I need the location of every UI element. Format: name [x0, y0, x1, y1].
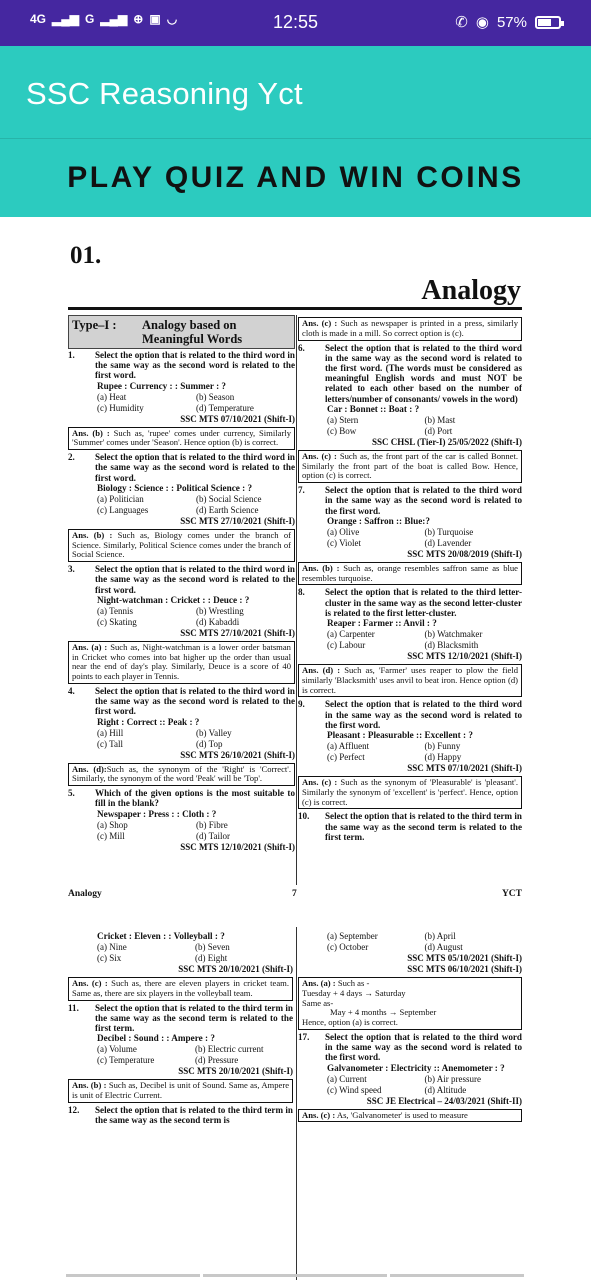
question-number: 4.: [68, 686, 75, 696]
question-number: 3.: [68, 564, 75, 575]
exam-reference: SSC MTS 12/10/2021 (Shift-I): [407, 651, 522, 662]
answer-line: May + 4 months → September: [330, 1007, 437, 1018]
exam-reference: SSC MTS 27/10/2021 (Shift-I): [180, 515, 295, 526]
answer-box: [298, 317, 522, 341]
question-pair: Cricket : Eleven : : Volleyball : ?: [97, 931, 225, 941]
question-text: Select the option that is related to the third word in the same way as the second word is related to the first word.: [325, 699, 522, 730]
answer-box: [68, 427, 295, 451]
exam-reference: SSC MTS 26/10/2021 (Shift-I): [180, 749, 295, 760]
quiz-banner-label: PLAY QUIZ AND WIN COINS: [67, 161, 524, 194]
option-item: (a) Carpenter: [327, 629, 375, 640]
question-number: 5.: [68, 788, 75, 799]
option-item: (d) Tailor: [196, 830, 230, 841]
option-item: (a) Nine: [97, 942, 127, 952]
battery-icon: [535, 16, 561, 29]
question: [298, 485, 522, 516]
question-text: Select the option that is related to the third word in the same way as the second word is related to the first word.: [95, 452, 295, 483]
question-pair: Car : Bonnet :: Boat : ?: [327, 403, 420, 414]
question-text: Select the option that is related to the third word in the same way as the second word is related to the first word.: [325, 485, 522, 516]
exam-reference: SSC MTS 20/10/2021 (Shift-I): [178, 964, 293, 974]
option-item: (d) August: [424, 942, 463, 952]
answer-label: Ans. (b) :: [72, 529, 113, 540]
option-item: (c) Mill: [97, 830, 125, 841]
chapter-number: 01.: [70, 242, 102, 269]
answer-box: [298, 1109, 522, 1123]
option-item: (d) Top: [196, 738, 223, 749]
answer-box: [68, 1079, 293, 1103]
options-list: [68, 1044, 293, 1066]
options-list: [298, 629, 522, 651]
exam-reference: SSC MTS 20/10/2021 (Shift-I): [178, 1066, 293, 1077]
question: [68, 1105, 293, 1125]
option-item: (c) October: [327, 942, 369, 952]
status-bar: [0, 0, 591, 46]
option-item: (d) Altitude: [424, 1084, 467, 1095]
question-pair: Galvanometer : Electricity :: Anemometer : ?: [327, 1062, 505, 1073]
question-text: Select the option that is related to the third term in the same way as the second term is related to the first term.: [95, 1002, 293, 1033]
answer-text: Such as, Decibel is unit of Sound. Same as, Ampere is unit of Electric Current.: [72, 1080, 290, 1100]
answer-text: Such as, 'rupee' comes under currency, Similarly 'Summer' comes under 'Season'. Hence option (b) is correct.: [72, 427, 292, 448]
exam-reference: SSC JE Electrical – 24/03/2021 (Shift-II): [366, 1095, 522, 1106]
option-item: (b) Valley: [196, 727, 232, 738]
options-list: [68, 392, 295, 414]
answer-text: Such as, the synonym of the 'Right' is 'Correct'. Similarly, the synonym of the word 'Peak' will be 'Top'.: [72, 763, 292, 784]
option-item: (d) Kabaddi: [196, 616, 240, 627]
option-item: (d) Eight: [195, 953, 228, 963]
question-number: 12.: [68, 1104, 80, 1115]
option-item: (b) Electric current: [195, 1044, 264, 1055]
option-item: (b) Mast: [424, 414, 456, 425]
answer-text: Such as, Night-watchman is a lower order batsman in Cricket who comes into bat higher up the order than usual near the end of day's play. Similarly, Deuce is a score of 40 points to each player in Tennis.: [72, 641, 291, 682]
answer-box: [298, 977, 522, 1030]
answer-text: Such as -: [335, 978, 370, 988]
question-text: Select the option that is related to the third word in the same way as the second word is related to the first word.: [95, 686, 295, 717]
option-item: (a) Stern: [327, 414, 359, 425]
option-item: (b) Social Science: [196, 493, 262, 504]
answer-box: [298, 664, 522, 697]
chapter-topic: Analogy: [421, 275, 521, 306]
option-item: (b) Watchmaker: [424, 629, 483, 640]
option-item: (c) Violet: [327, 537, 362, 548]
answer-line: Hence, option (a) is correct.: [302, 1017, 398, 1028]
question-pair: Pleasant : Pleasurable :: Excellent : ?: [327, 730, 473, 741]
exam-reference: SSC MTS 07/10/2021 (Shift-I): [180, 413, 295, 424]
answer-label: Ans. (b) :: [72, 427, 110, 438]
question-number: 7.: [298, 485, 305, 496]
topic-rule: [68, 307, 522, 310]
answer-text: Such as, 'Farmer' uses reaper to plow the field similarly 'Blacksmith' uses anvil to beat iron. Hence option (d) is correct.: [302, 665, 518, 695]
option-item: (a) Heat: [97, 391, 127, 402]
question-pair: Reaper : Farmer :: Anvil : ?: [327, 618, 437, 629]
answer-text: Such as, the front part of the car is called Bonnet. Similarly the front part of the boat is called Bow. Hence, option (c) is correct.: [302, 450, 518, 481]
option-item: (b) Funny: [424, 741, 461, 752]
answer-box: [298, 562, 522, 586]
option-item: (d) Happy: [424, 752, 462, 763]
answer-label: Ans. (a) :: [302, 978, 336, 988]
question-pair: Night-watchman : Cricket : : Deuce : ?: [97, 594, 250, 605]
option-item: (c) Six: [97, 953, 122, 963]
question-number: 1.: [68, 350, 75, 360]
answer-box: [68, 763, 295, 787]
battery-percent: 57%: [496, 13, 527, 31]
call-icon: ✆: [455, 14, 468, 31]
answer-line: Same as-: [302, 997, 334, 1008]
option-item: (c) Skating: [97, 616, 137, 627]
option-item: (b) Air pressure: [424, 1073, 481, 1084]
answer-text: Such as, Biology comes under the branch of Science. Similarly, Political Science comes under the branch of Social Science.: [72, 529, 292, 560]
exam-reference: SSC MTS 05/10/2021 (Shift-I): [407, 953, 522, 963]
footer-right: YCT: [501, 889, 522, 899]
column-divider-2: [296, 927, 297, 1280]
option-item: (b) Wrestling: [196, 605, 244, 616]
page-indicator-3: [390, 1274, 524, 1277]
option-item: (c) Labour: [327, 640, 366, 651]
question: [68, 686, 295, 717]
option-item: (b) April: [424, 931, 456, 941]
answer-text: Such as, orange resembles saffron same as blue resembles turquoise.: [302, 562, 518, 583]
question: [68, 350, 295, 381]
answer-line: Tuesday + 4 days → Saturday: [302, 987, 406, 998]
answer-label: Ans. (a) :: [72, 641, 108, 652]
answer-label: Ans. (c) :: [302, 450, 337, 461]
option-item: (c) Temperature: [97, 1055, 155, 1066]
options-list: [298, 1074, 522, 1096]
question-text: Which of the given options is the most suitable to fill in the blank?: [95, 788, 295, 809]
answer-box: [68, 529, 295, 562]
options-list: [68, 820, 295, 842]
page-indicator-1: [66, 1274, 200, 1277]
page2-right-column: [298, 931, 522, 1277]
option-item: (c) Tall: [97, 738, 123, 749]
question-text: Select the option that is related to the third word in the same way as the second word is related to the first word.: [95, 564, 295, 595]
option-item: (a) Politician: [97, 493, 144, 504]
question: [68, 1003, 293, 1034]
options-list: [298, 527, 522, 549]
question-number: 11.: [68, 1002, 79, 1013]
footer-page: 7: [292, 889, 297, 899]
answer-label: Ans. (c) :: [72, 978, 108, 988]
question-pair: Newspaper : Press : : Cloth : ?: [97, 808, 217, 819]
answer-text: As, 'Galvanometer' is used to measure: [335, 1109, 468, 1120]
question-text: Select the option that is related to the third word in the same way as the second word is related to the first word.: [325, 1031, 522, 1063]
answer-box: [68, 641, 295, 684]
question-pair: Rupee : Currency : : Summer : ?: [97, 380, 227, 391]
network-type-label: 4G: [30, 12, 47, 26]
footer-left: Analogy: [68, 889, 102, 899]
question-number: 2.: [68, 452, 75, 463]
option-item: (c) Wind speed: [327, 1084, 382, 1095]
question-pair: Right : Correct :: Peak : ?: [97, 716, 200, 727]
options-list: [68, 494, 295, 516]
option-item: (a) Tennis: [97, 605, 133, 616]
option-item: (a) Olive: [327, 526, 360, 537]
option-item: (d) Pressure: [195, 1055, 239, 1066]
option-item: (b) Season: [196, 391, 235, 402]
app-title: SSC Reasoning Yct: [26, 76, 303, 111]
option-item: (d) Earth Science: [196, 504, 259, 515]
options-list: [298, 415, 522, 437]
answer-label: Ans. (d):: [72, 763, 107, 774]
exam-reference: SSC CHSL (Tier-I) 25/05/2022 (Shift-I): [371, 436, 522, 447]
option-item: (d) Blacksmith: [424, 640, 479, 651]
column-divider: [296, 315, 297, 885]
signal-icon-2: ▂▄▆: [100, 12, 128, 26]
option-item: (c) Bow: [327, 425, 357, 436]
question: [298, 1032, 522, 1063]
quiz-banner[interactable]: [0, 138, 591, 217]
answer-box: [68, 977, 293, 1001]
option-item: (a) Hill: [97, 727, 124, 738]
answer-label: Ans. (d) :: [302, 665, 341, 676]
app-notification-icon: ⊕: [133, 12, 144, 26]
option-item: (d) Temperature: [196, 402, 254, 413]
options-list: [298, 931, 522, 953]
left-column: [68, 315, 295, 887]
exam-reference: SSC MTS 12/10/2021 (Shift-I): [180, 841, 295, 852]
question-text: Select the option that is related to the third letter-cluster in the same way as the second letter-cluster is related to the first letter-cluster.: [325, 587, 522, 618]
option-item: (a) Current: [327, 1073, 367, 1084]
question: [68, 788, 295, 808]
answer-text: Such as the synonym of 'Pleasurable' is 'pleasant'. Similarly the synonym of 'excellent' is 'perfect'. Hence, option (c) is correct.: [302, 777, 518, 807]
type-title: Analogy based on Meaningful Words: [142, 318, 243, 346]
answer-text: Such as, there are eleven players in cricket team. Same as, there are six players in the volleyball team.: [72, 978, 289, 998]
page-indicator-2: [203, 1274, 387, 1277]
question: [298, 343, 522, 404]
answer-box: [298, 450, 522, 483]
exam-reference: SSC MTS 06/10/2021 (Shift-I): [407, 964, 522, 974]
question-text: Select the option that is related to the third term in the same way as the second term is related to the first term.: [325, 811, 522, 842]
option-item: (a) September: [327, 931, 378, 941]
smile-icon: ◡: [166, 12, 178, 26]
question-text: Select the option that is related to the third word in the same way as the second word is related to the first word. (The words must be considered as meaningful English words and must NOT be related to each other based on the number of letters/number of consonants/ vowels in the word): [325, 342, 522, 404]
exam-reference: SSC MTS 07/10/2021 (Shift-I): [407, 763, 522, 774]
option-item: (b) Seven: [195, 942, 230, 952]
question: [298, 587, 522, 618]
question-number: 10.: [298, 811, 310, 822]
image-notification-icon: ▣: [149, 12, 161, 26]
option-item: (b) Fibre: [196, 819, 228, 830]
signal-icon: ▂▄▆: [52, 12, 79, 26]
options-list: [68, 942, 293, 964]
question-number: 9.: [298, 699, 305, 710]
question-number: 6.: [298, 342, 305, 353]
wifi-icon: ◉: [475, 14, 489, 31]
question-number: 17.: [298, 1031, 310, 1042]
answer-label: Ans. (c) :: [302, 777, 338, 788]
options-list: [68, 606, 295, 628]
answer-label: Ans. (c) :: [302, 318, 338, 328]
exam-reference: SSC MTS 20/08/2019 (Shift-I): [407, 548, 522, 559]
option-item: (c) Perfect: [327, 752, 365, 763]
clock: 12:55: [272, 12, 319, 32]
option-item: (a) Affluent: [327, 741, 370, 752]
options-list: [68, 728, 295, 750]
question: [298, 699, 522, 730]
question-pair: Decibel : Sound : : Ampere : ?: [97, 1033, 215, 1044]
answer-text: Such as newspaper is printed in a press, similarly cloth is made in a mill. So correct option is (c).: [302, 318, 518, 338]
question-pair: Biology : Science : : Political Science : ?: [97, 482, 253, 493]
option-item: (b) Turquoise: [424, 526, 474, 537]
app-bar: [0, 46, 591, 138]
answer-label: Ans. (b) :: [302, 562, 340, 573]
option-item: (a) Shop: [97, 819, 128, 830]
answer-label: Ans. (c) :: [302, 1109, 336, 1120]
option-item: (d) Lavender: [424, 537, 472, 548]
right-column: [298, 315, 522, 887]
type-number: Type–I :: [72, 318, 117, 332]
question-text: Select the option that is related to the third word in the same way as the second word is related to the first word.: [95, 350, 295, 381]
answer-box: [298, 776, 522, 809]
options-list: [298, 741, 522, 763]
question: [298, 811, 522, 842]
option-item: (d) Port: [424, 425, 453, 436]
question: [68, 564, 295, 595]
option-item: (c) Languages: [97, 504, 149, 515]
question-pair: Orange : Saffron :: Blue:?: [327, 515, 430, 526]
option-item: (a) Volume: [97, 1044, 137, 1055]
answer-label: Ans. (b) :: [72, 1080, 107, 1091]
exam-reference: SSC MTS 27/10/2021 (Shift-I): [180, 627, 295, 638]
network-type-label-2: G: [84, 12, 95, 26]
pdf-page-view[interactable]: [0, 217, 591, 1280]
option-item: (c) Humidity: [97, 402, 144, 413]
page2-left-column: [68, 931, 293, 1277]
question-text: Select the option that is related to the third term in the same way as the second term is: [95, 1104, 293, 1125]
type-header: [68, 315, 295, 349]
question-number: 8.: [298, 587, 305, 598]
question: [68, 452, 295, 483]
